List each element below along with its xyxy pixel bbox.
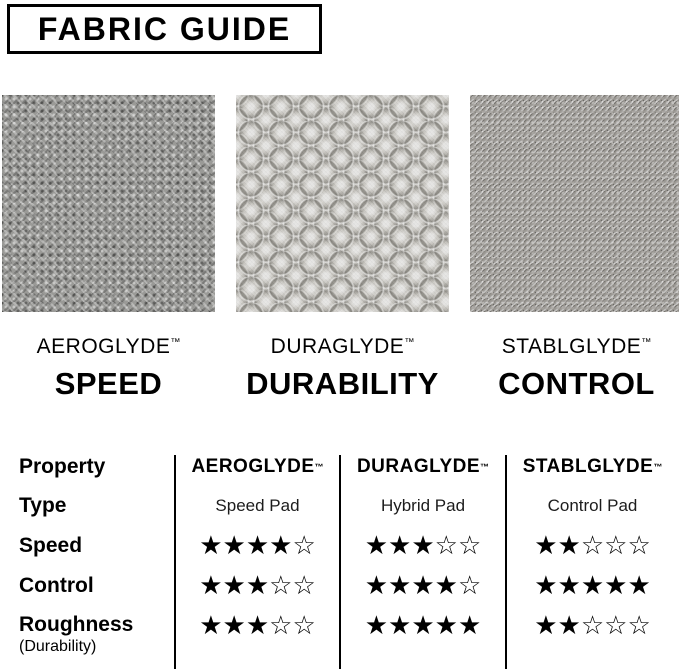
- row-label-roughness: [0, 605, 175, 669]
- column-name: DURAGLYDE: [356, 456, 481, 477]
- trait-label-durability: DURABILITY: [246, 366, 439, 401]
- star-rating-roughness-stablglyde: ★★☆☆☆: [534, 611, 651, 641]
- table-divider-1: [174, 455, 176, 669]
- fabric-swatch-aeroglyde: [2, 95, 215, 312]
- brand-label-duraglyde: [236, 335, 449, 359]
- durability-sublabel: (Durability): [19, 638, 97, 655]
- row-label-type: Type: [19, 494, 67, 517]
- star-rating-control-stablglyde: ★★★★★: [534, 570, 651, 601]
- star-rating-speed-stablglyde: ★★☆☆☆: [534, 531, 651, 561]
- trait-label-speed: SPEED: [54, 366, 163, 401]
- trademark-symbol: ™: [170, 337, 181, 348]
- title-box: [7, 4, 322, 54]
- table-divider-3: [505, 455, 507, 669]
- brand-label-aeroglyde: [2, 335, 215, 359]
- star-rating-roughness-duraglyde: ★★★★★: [364, 611, 482, 641]
- star-rating-speed-aeroglyde: ★★★★☆: [199, 531, 316, 561]
- brand-name: STABLGLYDE: [501, 335, 642, 358]
- trademark-symbol: ™: [480, 462, 490, 472]
- trademark-symbol: ™: [653, 462, 663, 472]
- star-rating-speed-duraglyde: ★★★☆☆: [364, 531, 482, 561]
- fabric-swatch-stablglyde: [470, 95, 679, 312]
- brand-label-row: [2, 335, 679, 359]
- row-label-speed: Speed: [19, 534, 83, 557]
- trait-label-control: CONTROL: [498, 366, 655, 401]
- trademark-symbol: ™: [641, 337, 652, 348]
- swatch-row: [2, 95, 679, 312]
- trademark-symbol: ™: [404, 337, 415, 348]
- page-title: FABRIC GUIDE: [37, 10, 292, 47]
- star-rating-roughness-aeroglyde: ★★★☆☆: [199, 611, 316, 641]
- column-name: STABLGLYDE: [522, 456, 654, 477]
- table-header-duraglyde: [340, 448, 506, 486]
- star-rating-control-duraglyde: ★★★★☆: [364, 570, 482, 601]
- type-value-stablglyde: Control Pad: [547, 496, 638, 515]
- table-header-aeroglyde: [175, 448, 340, 486]
- row-label-control: Control: [19, 573, 94, 597]
- type-value-aeroglyde: Speed Pad: [215, 496, 300, 515]
- column-name: AEROGLYDE: [191, 456, 315, 477]
- star-rating-control-aeroglyde: ★★★☆☆: [199, 570, 316, 601]
- comparison-table: [0, 448, 679, 669]
- brand-name: DURAGLYDE: [270, 335, 405, 358]
- brand-name: AEROGLYDE: [36, 335, 171, 358]
- trait-label-row: [2, 366, 679, 402]
- brand-label-stablglyde: [470, 335, 679, 359]
- roughness-label: Roughness: [19, 613, 134, 636]
- trademark-symbol: ™: [314, 462, 324, 472]
- table-header-stablglyde: [506, 448, 679, 486]
- table-divider-2: [339, 455, 341, 669]
- fabric-swatch-duraglyde: [236, 95, 449, 312]
- table-header-property: Property: [19, 455, 106, 478]
- type-value-duraglyde: Hybrid Pad: [380, 496, 466, 515]
